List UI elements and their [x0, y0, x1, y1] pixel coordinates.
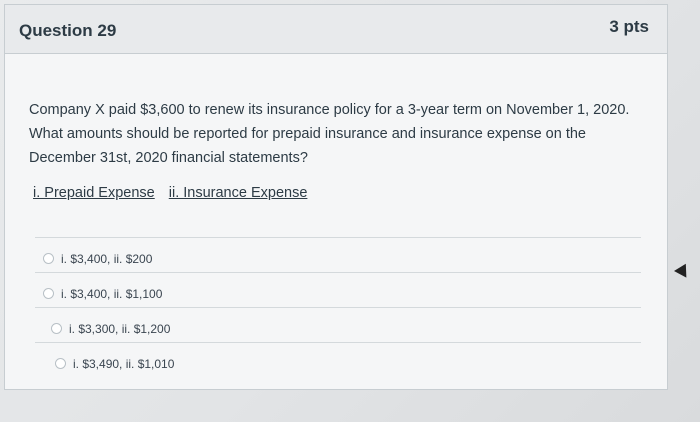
question-text: Company X paid $3,600 to renew its insurance policy for a 3-year term on November 1, 2020. What amounts should be reported for prepaid insurance and insurance expense on the December 31st, 2020 financial statements? — [29, 102, 630, 166]
radio-button[interactable] — [51, 323, 62, 334]
question-card — [4, 4, 668, 390]
prepaid-expense-link[interactable]: i. Prepaid Expense — [33, 185, 155, 201]
answer-option-2[interactable] — [35, 272, 641, 307]
question-title: Question 29 — [19, 21, 117, 40]
answer-option-4[interactable] — [35, 342, 641, 377]
answer-option-3[interactable] — [35, 307, 641, 342]
radio-button[interactable] — [43, 253, 54, 264]
radio-button[interactable] — [43, 288, 54, 299]
question-points: 3 pts — [609, 17, 649, 36]
mouse-pointer-icon — [674, 260, 692, 277]
answer-label: i. $3,400, ii. $1,100 — [61, 287, 163, 301]
answer-list — [35, 237, 641, 377]
answer-label: i. $3,400, ii. $200 — [61, 252, 153, 266]
answer-label: i. $3,490, ii. $1,010 — [73, 357, 175, 371]
answer-label: i. $3,300, ii. $1,200 — [69, 322, 171, 336]
question-header — [5, 5, 667, 54]
sub-labels — [33, 185, 307, 201]
insurance-expense-link[interactable]: ii. Insurance Expense — [168, 185, 308, 201]
radio-button[interactable] — [55, 358, 66, 369]
answer-option-1[interactable] — [35, 237, 641, 272]
